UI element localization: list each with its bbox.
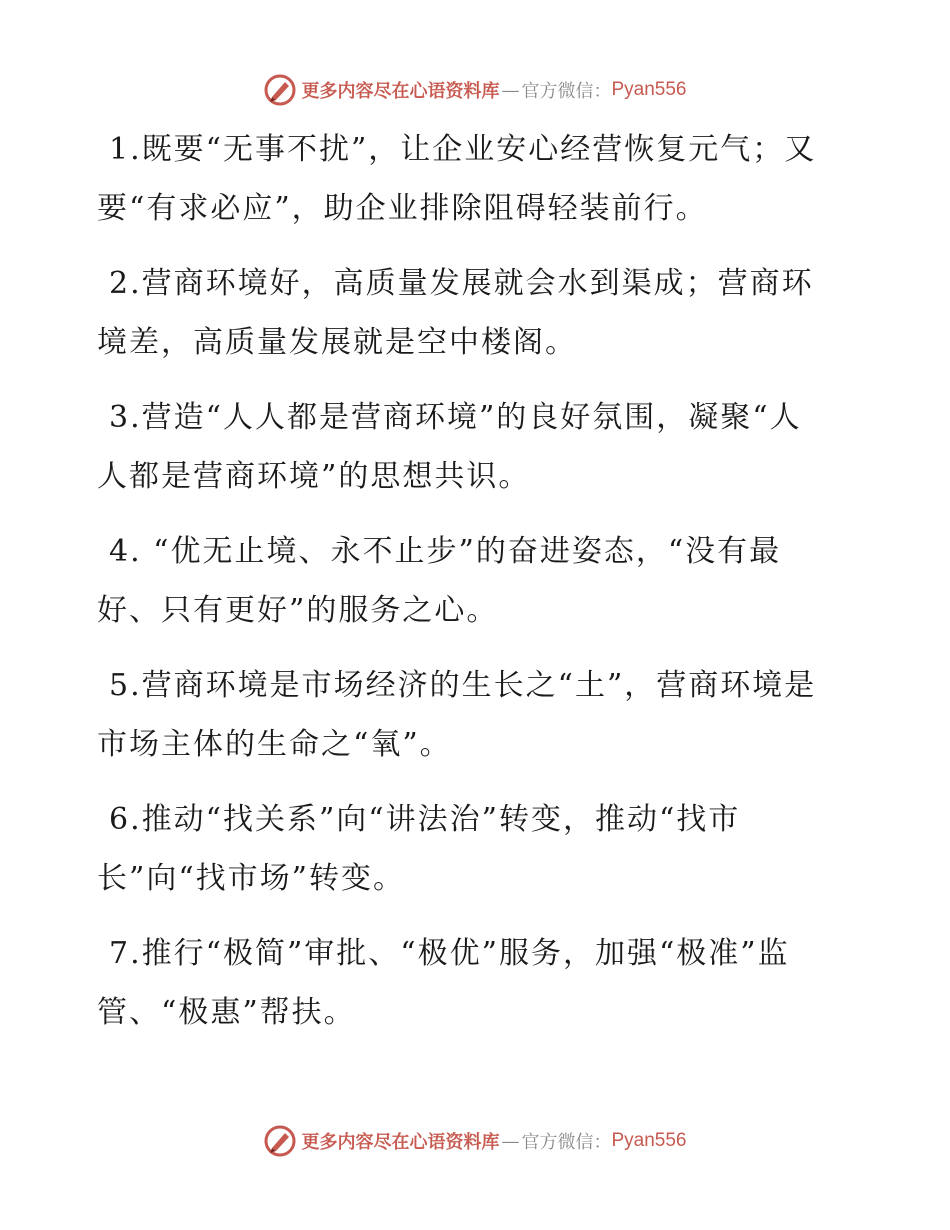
item-text: 营商环境好，高质量发展就会水到渠成；营商环境差，高质量发展就是空中楼阁。	[97, 266, 814, 360]
item-number: 5.	[109, 668, 142, 703]
pen-logo-icon	[263, 1124, 297, 1158]
list-item	[97, 924, 832, 1042]
list-item	[97, 656, 832, 774]
pen-logo-icon	[263, 73, 297, 107]
item-text: 营造“人人都是营商环境”的良好氛围，凝聚“人人都是营商环境”的思想共识。	[97, 400, 802, 494]
list-item	[97, 388, 832, 506]
document-body	[97, 120, 832, 1058]
list-item	[97, 522, 832, 640]
item-text: 推行“极简”审批、“极优”服务，加强“极准”监管、“极惠”帮扶。	[97, 936, 790, 1030]
wechat-label: 官方微信：	[521, 81, 612, 102]
item-number: 6.	[109, 802, 142, 837]
banner-dash: —	[501, 1130, 520, 1152]
brand-text: 更多内容尽在心语资料库	[301, 81, 500, 102]
item-number: 2.	[109, 266, 142, 301]
brand-text: 更多内容尽在心语资料库	[301, 1132, 500, 1153]
list-item	[97, 120, 832, 238]
item-text: 推动“找关系”向“讲法治”转变，推动“找市长”向“找市场”转变。	[97, 802, 741, 896]
item-number: 1.	[109, 132, 142, 167]
item-text: “优无止境、永不止步”的奋进姿态，“没有最好、只有更好”的服务之心。	[97, 534, 782, 628]
wechat-id: Pyan556	[611, 79, 687, 100]
item-text: 营商环境是市场经济的生长之“土”，营商环境是市场主体的生命之“氧”。	[97, 668, 817, 762]
banner-dash: —	[501, 79, 520, 101]
item-number: 4.	[109, 534, 142, 569]
item-number: 3.	[109, 400, 142, 435]
wechat-label: 官方微信：	[521, 1132, 612, 1153]
item-text: 既要“无事不扰”，让企业安心经营恢复元气；又要“有求必应”，助企业排除阻碍轻装前行。	[97, 132, 817, 226]
wechat-id: Pyan556	[611, 1130, 687, 1151]
header-watermark-banner	[0, 70, 950, 110]
list-item	[97, 790, 832, 908]
list-item	[97, 254, 832, 372]
item-number: 7.	[109, 936, 142, 971]
footer-watermark-banner	[0, 1121, 950, 1161]
